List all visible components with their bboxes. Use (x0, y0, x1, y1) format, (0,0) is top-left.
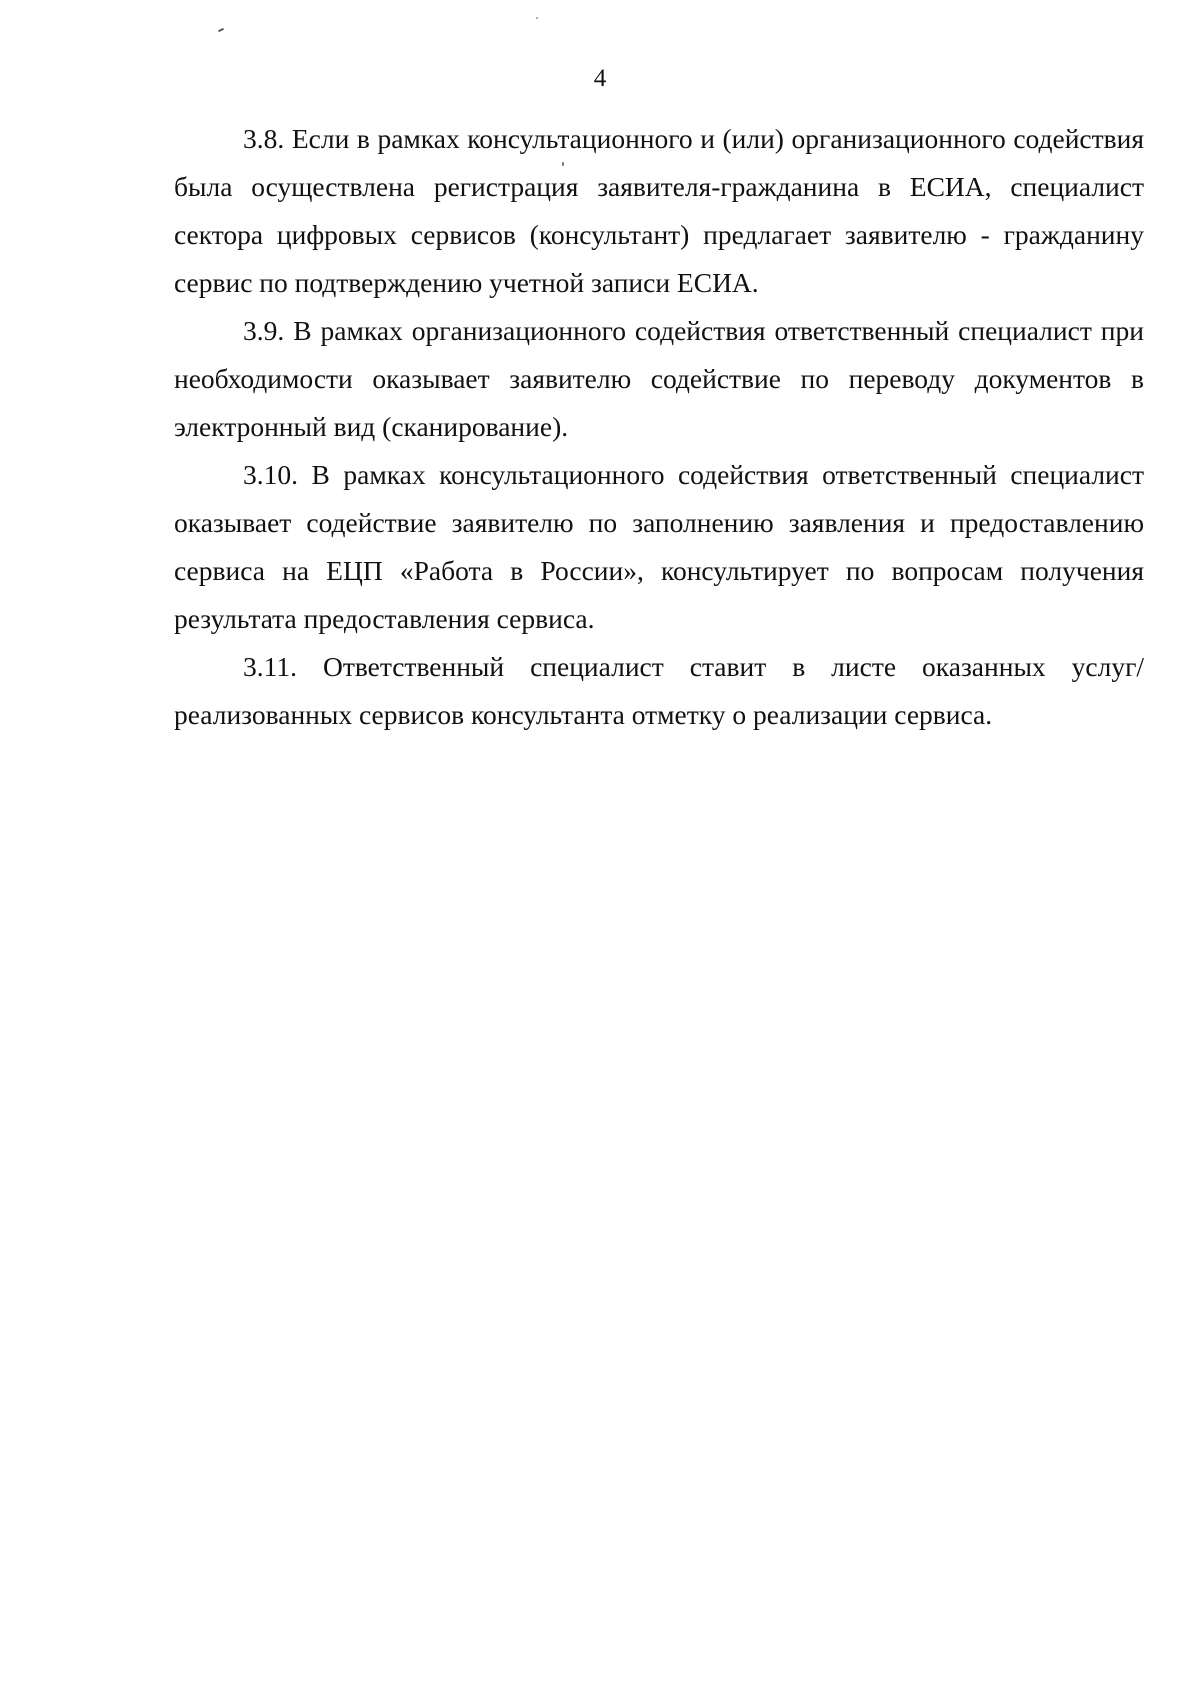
paragraph-3-8: 3.8. Если в рамках консультационного и (или) организационного содействия была осуществлена регистрация заявителя-гражданина в ЕСИА, специалист сектора цифровых сервисов (консультант) предлагает заявителю - гражданину сервис по подтверждению учетной записи ЕСИА. (174, 123, 1144, 298)
paragraph-3-9: 3.9. В рамках организационного содействия ответственный специалист при необходимости оказывает заявителю содействие по переводу документов в электронный вид (сканирование). (174, 315, 1144, 442)
page-number: 4 (593, 65, 607, 92)
document-body (174, 115, 1144, 739)
scan-speck (536, 17, 538, 19)
scan-speck (218, 28, 224, 32)
paragraph-3-11: 3.11. Ответственный специалист ставит в листе оказанных услуг/ реализованных сервисов консультанта отметку о реализации сервиса. (174, 651, 1144, 730)
paragraph-3-10: 3.10. В рамках консультационного содействия ответственный специалист оказывает содействие заявителю по заполнению заявления и предоставлению сервиса на ЕЦП «Работа в России», консультирует по вопросам получения результата предоставления сервиса. (174, 459, 1144, 634)
